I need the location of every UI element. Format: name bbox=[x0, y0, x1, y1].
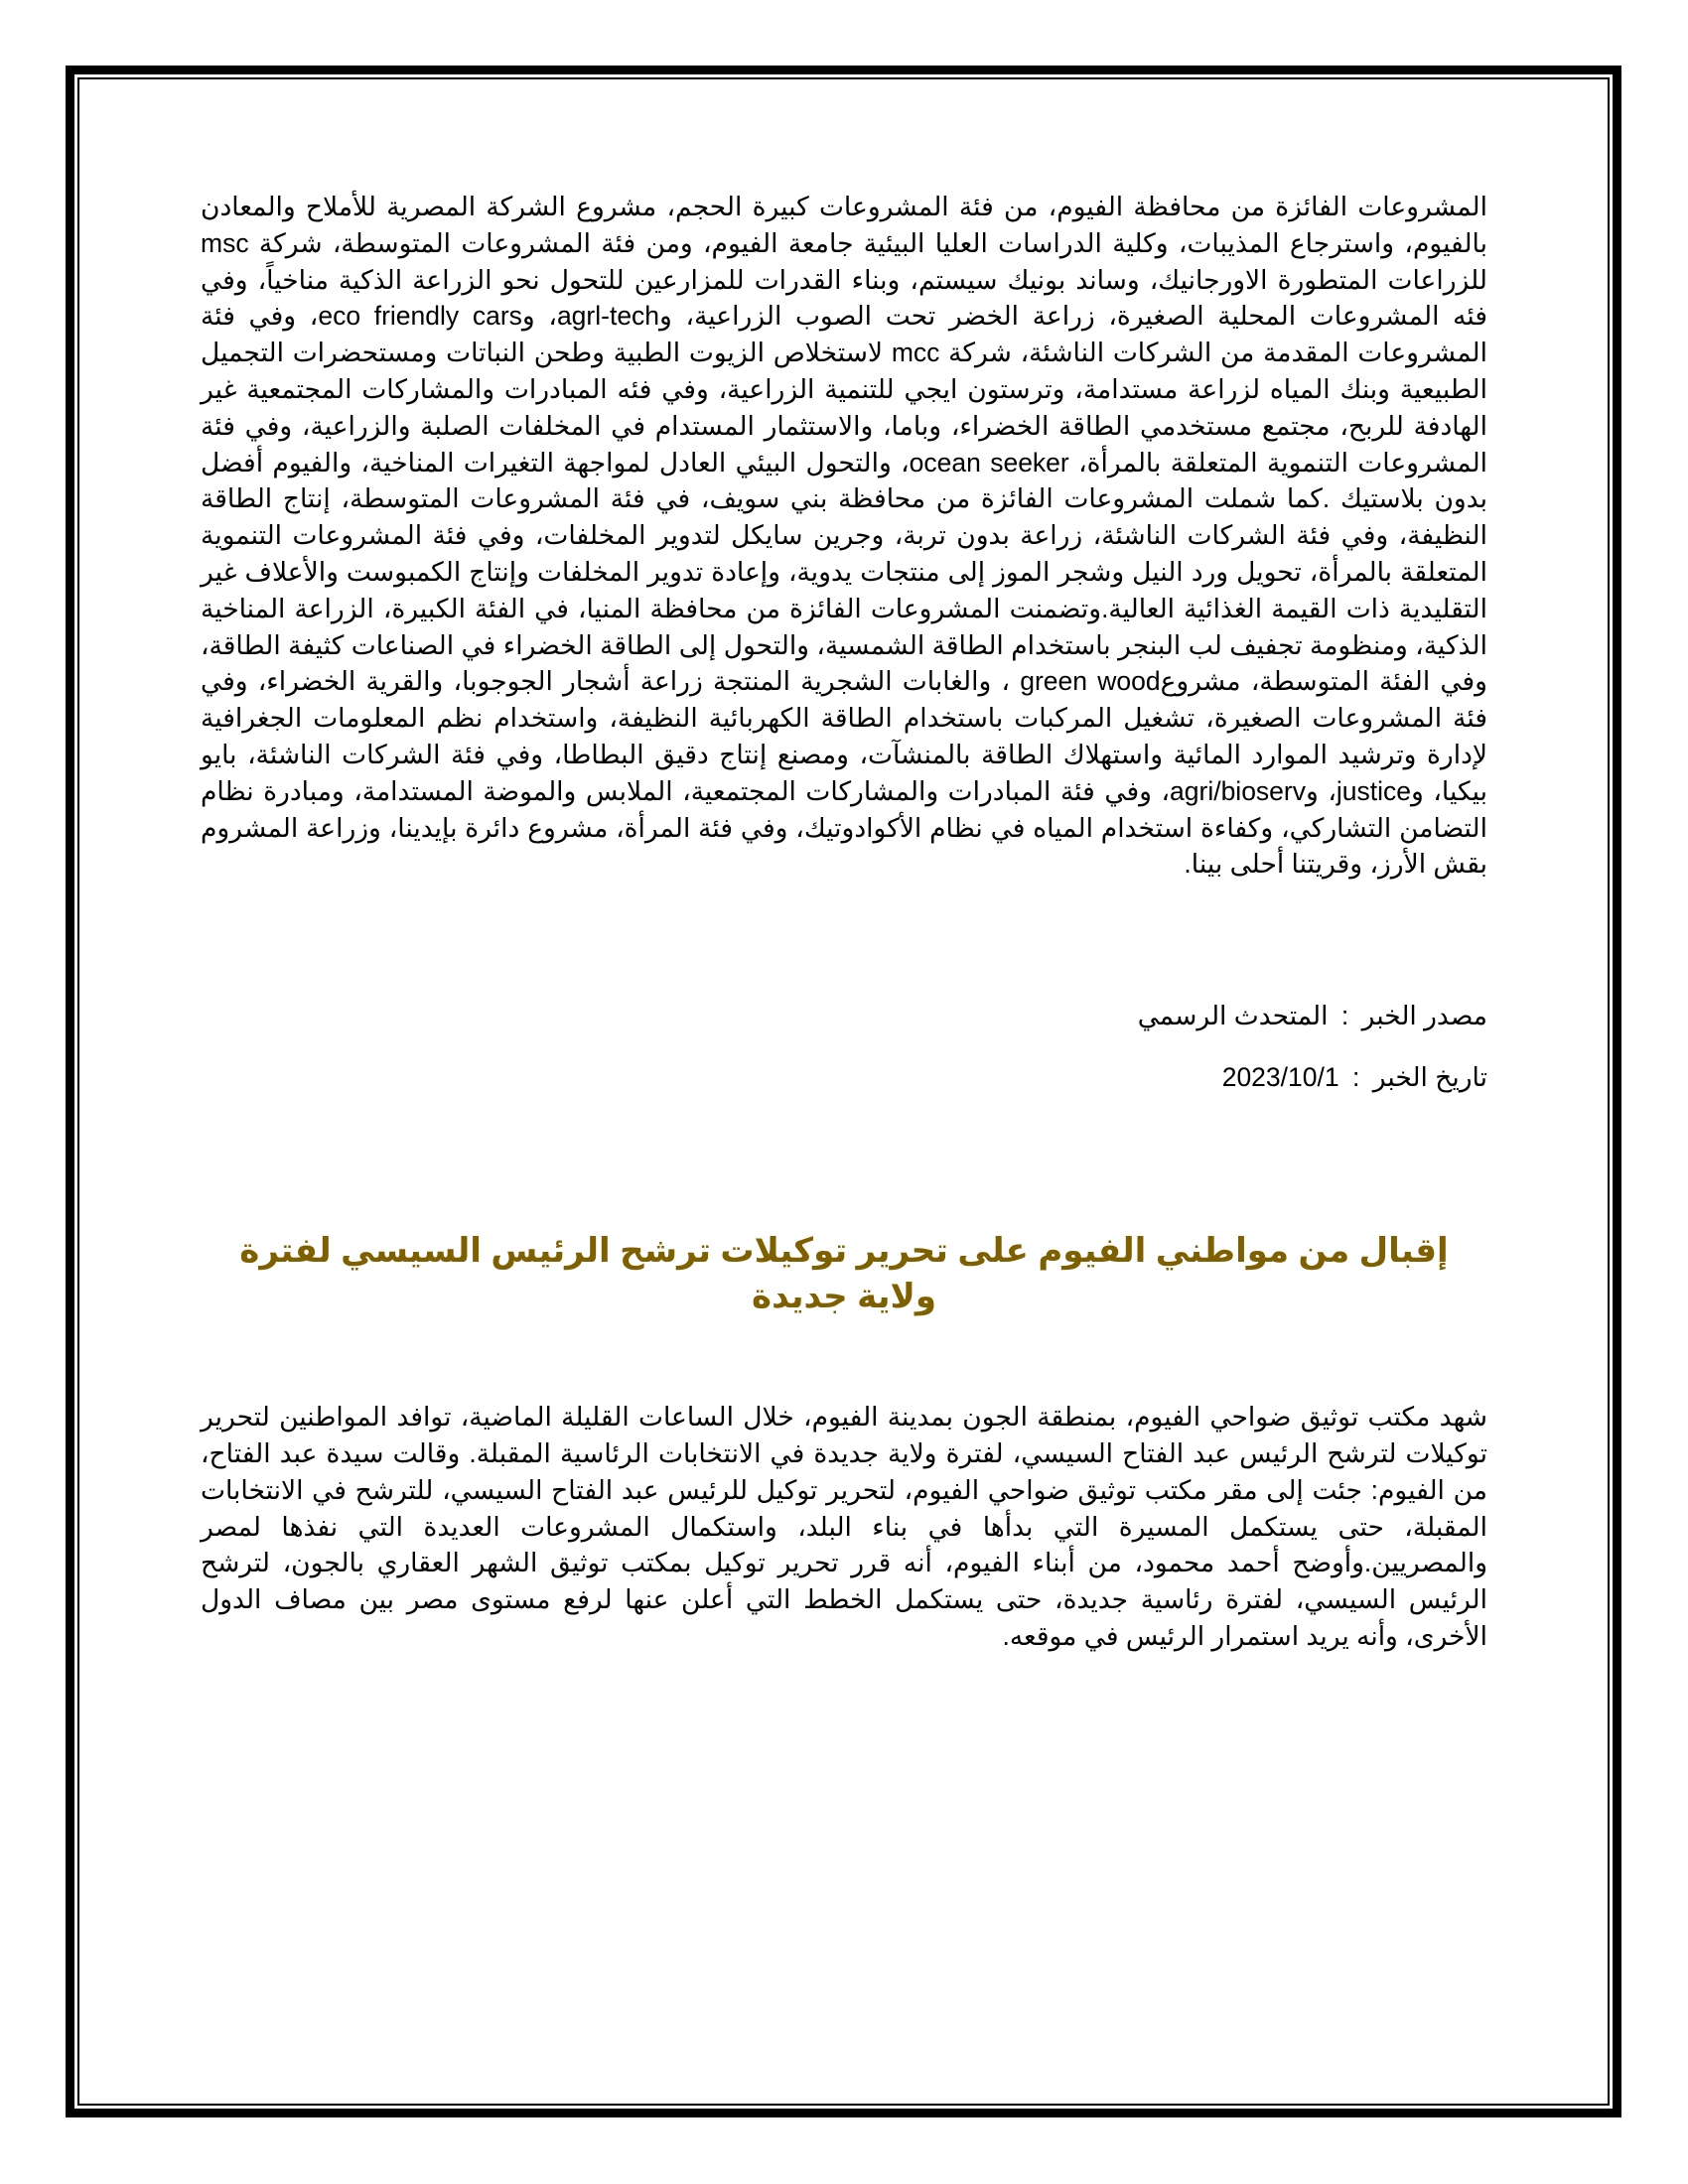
article-headline: إقبال من مواطني الفيوم على تحرير توكيلات ترشح الرئيس السيسي لفترة ولاية جديدة bbox=[239, 1232, 1449, 1316]
news-source-line bbox=[201, 998, 1487, 1059]
news-source-label: مصدر الخبر bbox=[1361, 1001, 1487, 1031]
news-meta bbox=[201, 998, 1487, 1121]
news-source-separator: : bbox=[1340, 1001, 1349, 1031]
paragraph-article-body: شهد مكتب توثيق ضواحي الفيوم، بمنطقة الجون بمدينة الفيوم، خلال الساعات القليلة الماضية، توافد المواطنين لتحرير توكيلات لترشح الرئيس عبد الفتاح السيسي، لفترة ولاية جديدة في الانتخابات الرئاسية المقبلة. وقالت سيدة عبد الفتاح، من الفيوم: جئت إلى مقر مكتب توثيق ضواحي الفيوم، لتحرير توكيل للرئيس عبد الفتاح السيسي، للترشح في الانتخابات المقبلة، حتى يستكمل المسيرة التي بدأها في بناء البلد، واستكمال المشروعات العديدة التي نفذها لمصر والمصريين.وأوضح أحمد محمود، من أبناء الفيوم، أنه قرر تحرير توكيل بمكتب توثيق الشهر العقاري بالجون، لترشح الرئيس السيسي، لفترة رئاسية جديدة، حتى يستكمل الخطط التي أعلن عنها لرفع مستوى مصر بين مصاف الدول الأخرى، وأنه يريد استمرار الرئيس في موقعه. bbox=[201, 1402, 1487, 1651]
news-date-value: 2023/10/1 bbox=[1221, 1062, 1339, 1093]
news-date-line bbox=[201, 1059, 1487, 1121]
news-date-label: تاريخ الخبر bbox=[1372, 1062, 1487, 1093]
news-date-separator: : bbox=[1351, 1062, 1360, 1093]
paragraph-winning-projects: المشروعات الفائزة من محافظة الفيوم، من فئة المشروعات كبيرة الحجم، مشروع الشركة المصرية للأملاح والمعادن بالفيوم، واسترجاع المذيبات، وكلية الدراسات العليا البيئية جامعة الفيوم، ومن فئة المشروعات المتوسطة، شركة msc للزراعات المتطورة الاورجانيك، وساند بونيك سيستم، وبناء القدرات للمزارعين للتحول نحو الزراعة الذكية مناخياً، وفي فئه المشروعات المحلية الصغيرة، زراعة الخضر تحت الصوب الزراعية، وagrl-tech، وeco friendly cars، وفي فئة المشروعات المقدمة من الشركات الناشئة، شركة mcc لاستخلاص الزيوت الطبية وطحن النباتات ومستحضرات التجميل الطبيعية وبنك المياه لزراعة مستدامة، وترستون ايجي للتنمية الزراعية، وفي فئه المبادرات والمشاركات المجتمعية غير الهادفة للربح، مجتمع مستخدمي الطاقة الخضراء، وباما، والاستثمار المستدام في المخلفات الصلبة والزراعية، وفي فئة المشروعات التنموية المتعلقة بالمرأة، ocean seeker، والتحول البيئي العادل لمواجهة التغيرات المناخية، والفيوم أفضل بدون بلاستيك .كما شملت المشروعات الفائزة من محافظة بني سويف، في فئة المشروعات المتوسطة، إنتاج الطاقة النظيفة، وفي فئة الشركات الناشئة، زراعة بدون تربة، وجرين سايكل لتدوير المخلفات، وفي فئة المشروعات التنموية المتعلقة بالمرأة، تحويل ورد النيل وشجر الموز إلى منتجات يدوية، وإعادة تدوير المخلفات وإنتاج الكمبوست والأعلاف غير التقليدية ذات القيمة الغذائية العالية.وتضمنت المشروعات الفائزة من محافظة المنيا، في الفئة الكبيرة، الزراعة المناخية الذكية، ومنظومة تجفيف لب البنجر باستخدام الطاقة الشمسية، والتحول إلى الطاقة الخضراء في الصناعات كثيفة الطاقة، وفي الفئة المتوسطة، مشروعgreen wood ، والغابات الشجرية المنتجة زراعة أشجار الجوجوبا، والقرية الخضراء، وفي فئة المشروعات الصغيرة، تشغيل المركبات باستخدام الطاقة الكهربائية النظيفة، واستخدام نظم المعلومات الجغرافية لإدارة وترشيد الموارد المائية واستهلاك الطاقة بالمنشآت، ومصنع إنتاج دقيق البطاطا، وفي فئة الشركات الناشئة، بايو بيكيا، وjustice، وagri/bioserv، وفي فئة المبادرات والمشاركات المجتمعية، الملابس والموضة المستدامة، ومبادرة نظام التضامن التشاركي، وكفاءة استخدام المياه في نظام الأكوادوتيك، وفي فئة المرأة، مشروع دائرة بإيدينا، وزراعة المشروم بقش الأرز، وقريتنا أحلى بينا. bbox=[201, 192, 1488, 880]
document-body bbox=[201, 189, 1487, 1655]
news-source-value: المتحدث الرسمي bbox=[1137, 1001, 1329, 1031]
